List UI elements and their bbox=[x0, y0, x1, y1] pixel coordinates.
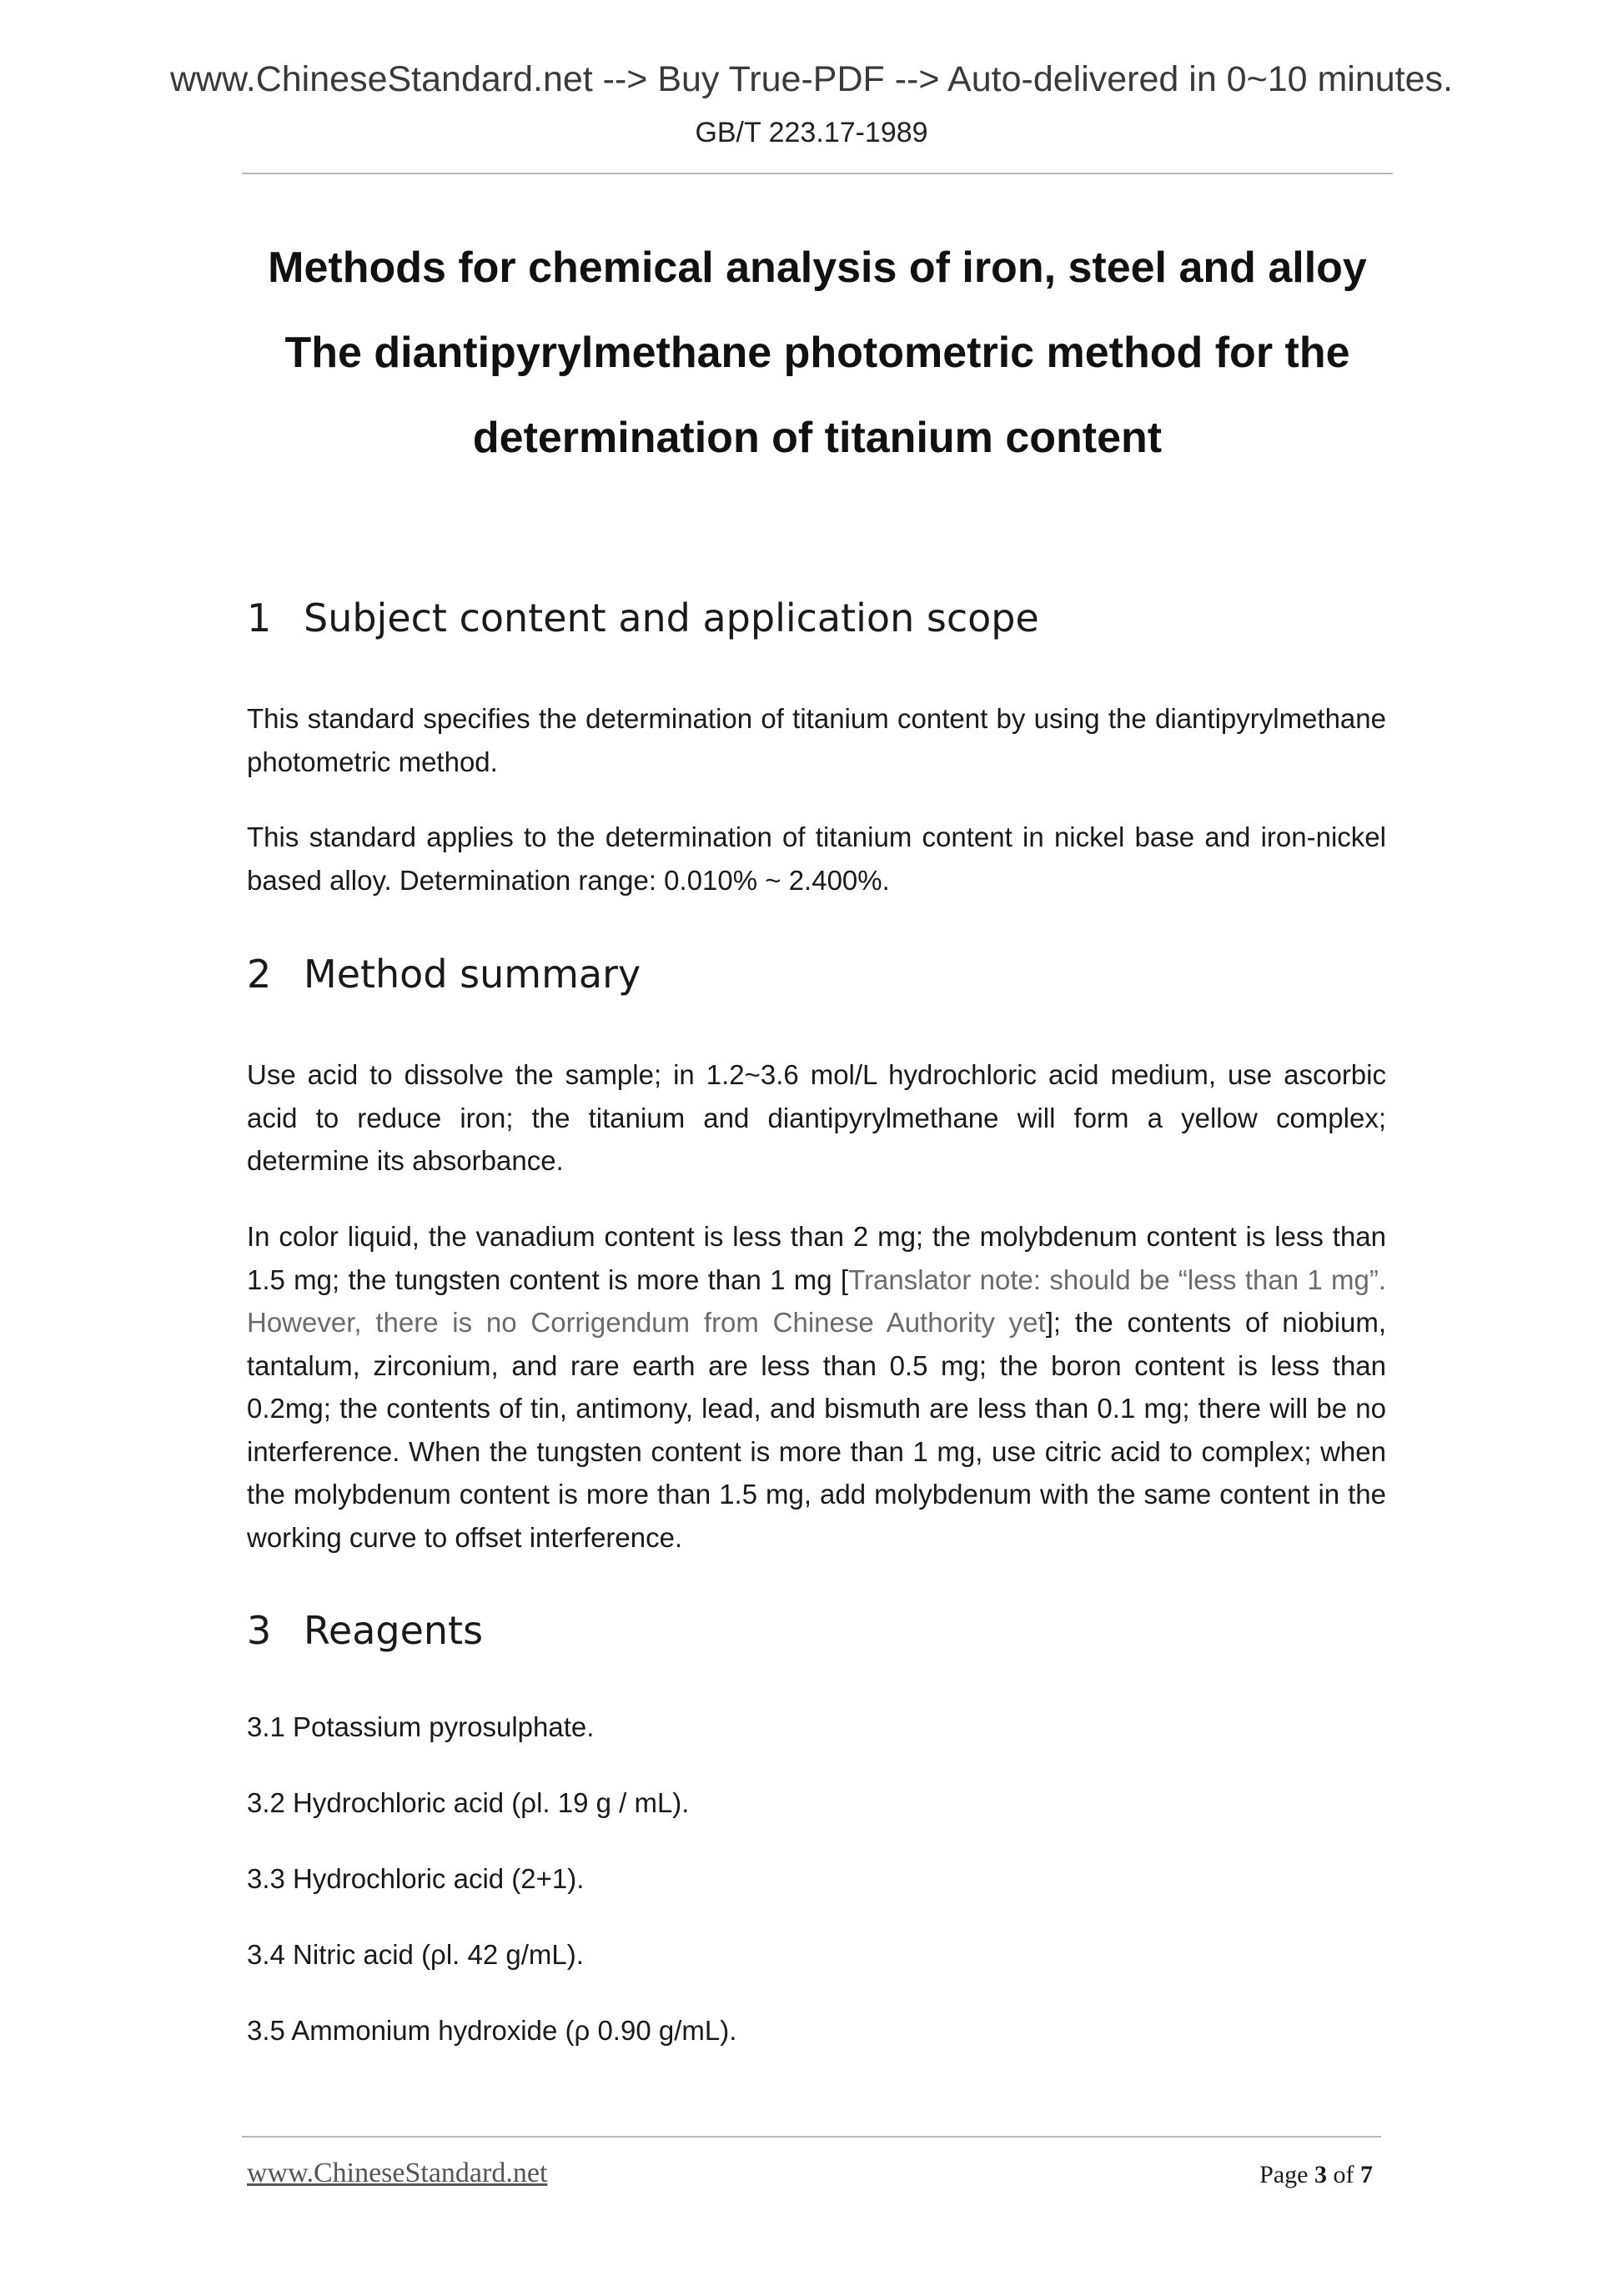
section-1-paragraph-1: This standard specifies the determination of titanium content by using the diantipyrylmethane photometric method. bbox=[247, 703, 1386, 777]
section-2-heading bbox=[247, 952, 641, 997]
page-indicator bbox=[1259, 2161, 1373, 2189]
section-number: 3 bbox=[247, 1608, 272, 1653]
reagent-item: 3.1 Potassium pyrosulphate. bbox=[247, 1711, 595, 1742]
reagent-item: 3.2 Hydrochloric acid (ρl. 19 g / mL). bbox=[247, 1787, 690, 1818]
promo-banner-link[interactable]: www.ChineseStandard.net --> Buy True-PDF --> Auto-delivered in 0~10 minutes. bbox=[169, 59, 1453, 99]
section-3-heading bbox=[247, 1608, 483, 1653]
header-divider bbox=[242, 173, 1393, 174]
standard-code: GB/T 223.17-1989 bbox=[695, 117, 928, 148]
page-current: 3 bbox=[1314, 2161, 1327, 2188]
document-title bbox=[200, 225, 1435, 480]
reagent-item: 3.5 Ammonium hydroxide (ρ 0.90 g/mL). bbox=[247, 2015, 737, 2046]
section-title: Subject content and application scope bbox=[304, 595, 1039, 641]
section-number: 2 bbox=[247, 952, 272, 997]
interference-text-start: In color liquid, the vanadium content is less than 2 mg; the molybdenum content is less than 1.5 mg; the tungsten content is more than 1 mg [ bbox=[247, 1221, 1386, 1295]
page-prefix: Page bbox=[1259, 2161, 1309, 2188]
title-line-3: determination of titanium content bbox=[472, 414, 1163, 462]
section-title: Reagents bbox=[304, 1608, 484, 1653]
interference-text-end: ]; the contents of niobium, tantalum, zirconium, and rare earth are less than 0.5 mg; the boron content is less than 0.2mg; the contents of tin, antimony, lead, and bismuth are less than 0.1 mg; there will be no interference. When the tungsten content is more than 1 mg, use citric acid to complex; when the molybdenum content is more than 1.5 mg, add molybdenum with the same content in the working curve to offset interference. bbox=[247, 1307, 1387, 1553]
footer-divider bbox=[242, 2136, 1381, 2138]
reagent-item: 3.3 Hydrochloric acid (2+1). bbox=[247, 1863, 585, 1894]
section-2-paragraph-1: Use acid to dissolve the sample; in 1.2~3.6 mol/L hydrochloric acid medium, use ascorbic acid to reduce iron; the titanium and diantipyrylmethane will form a yellow complex; determine its absorbance. bbox=[247, 1059, 1386, 1176]
footer-website-link[interactable]: www.ChineseStandard.net bbox=[247, 2158, 548, 2188]
section-title: Method summary bbox=[304, 952, 641, 997]
translator-note: Translator note: should be “less than 1 mg”. However, there is no Corrigendum from Chinese Authority yet bbox=[247, 1264, 1386, 1338]
title-line-1: Methods for chemical analysis of iron, steel and alloy bbox=[268, 244, 1367, 292]
section-1-paragraph-2: This standard applies to the determination of titanium content in nickel base and iron-nickel based alloy. Determination range: 0.010% ~ 2.400%. bbox=[247, 821, 1386, 896]
title-line-2: The diantipyrylmethane photometric method for the bbox=[284, 329, 1350, 377]
section-1-heading bbox=[247, 595, 1039, 641]
reagent-item: 3.4 Nitric acid (ρl. 42 g/mL). bbox=[247, 1939, 584, 1970]
page-of: of bbox=[1333, 2161, 1354, 2188]
section-number: 1 bbox=[247, 595, 272, 641]
page-total: 7 bbox=[1360, 2161, 1373, 2188]
section-2-paragraph-2 bbox=[247, 1215, 1386, 1559]
